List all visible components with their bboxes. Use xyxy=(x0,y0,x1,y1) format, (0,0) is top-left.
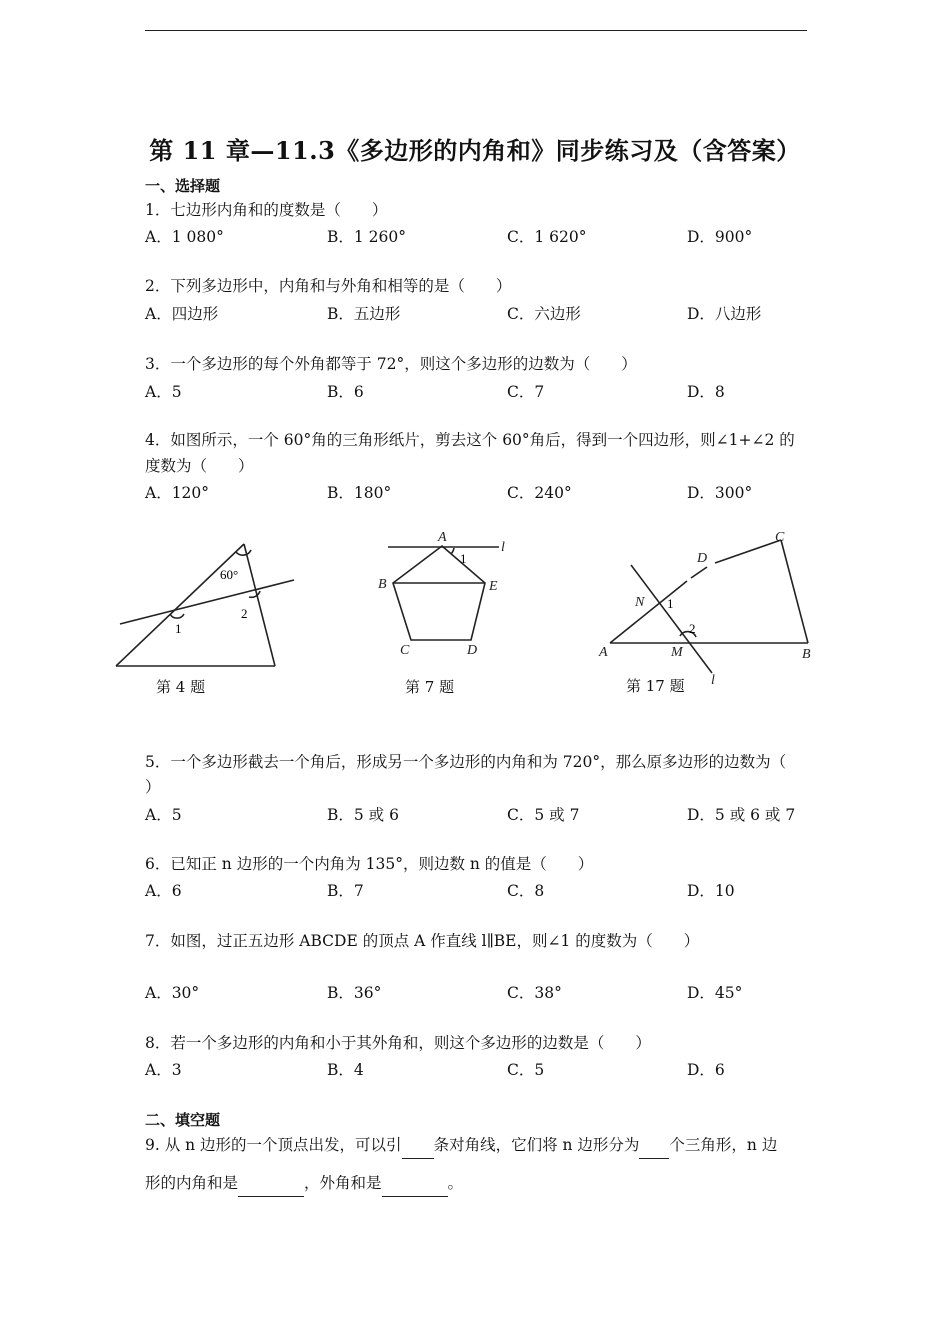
angle-1-label: 1 xyxy=(460,551,467,566)
option-b: B．4 xyxy=(327,1061,364,1079)
vertex-c-label: C xyxy=(400,643,410,658)
triangle-right-side xyxy=(244,544,275,666)
vertex-c-label: C xyxy=(775,530,785,545)
segment-cd xyxy=(715,540,781,563)
question-9-line1 xyxy=(145,1132,810,1159)
angle-1-label: 1 xyxy=(667,596,674,611)
question-5-stem-line2: ） xyxy=(145,778,161,796)
option-a: A．四边形 xyxy=(145,305,219,323)
vertex-a-label: A xyxy=(438,530,447,545)
line-l-label: l xyxy=(711,673,715,688)
angle-1-arc xyxy=(451,548,454,554)
q9-blank-diagonals xyxy=(402,1132,434,1159)
question-7-options xyxy=(145,981,810,1005)
cut-line xyxy=(120,580,294,624)
line-l-label: l xyxy=(501,540,505,555)
option-b: B．1 260° xyxy=(327,228,407,246)
question-3-stem: 3．一个多边形的每个外角都等于 72°，则这个多边形的边数为（ ） xyxy=(145,355,637,373)
question-4-stem-line2: 度数为（ ） xyxy=(145,457,254,475)
figure-7-caption: 第 7 题 xyxy=(405,678,455,696)
point-n-label: N xyxy=(635,595,645,610)
question-6-options xyxy=(145,879,810,903)
angle-2-arc xyxy=(249,591,260,597)
option-c: C．1 620° xyxy=(507,228,587,246)
pentagon-abcde xyxy=(393,546,485,640)
question-3-options xyxy=(145,380,810,404)
figure-4-caption: 第 4 题 xyxy=(156,678,206,696)
figure-4-triangle xyxy=(110,535,310,680)
option-b: B．5 或 6 xyxy=(327,806,399,824)
option-b: B．180° xyxy=(327,484,392,502)
vertex-d-label: D xyxy=(467,643,478,658)
segment-bc xyxy=(781,540,808,643)
option-c: C．六边形 xyxy=(507,305,581,323)
segment-ad-upper xyxy=(691,567,707,578)
option-a: A．5 xyxy=(145,806,182,824)
option-a: A．5 xyxy=(145,383,182,401)
question-7-stem: 7．如图，过正五边形 ABCDE 的顶点 A 作直线 l∥BE，则∠1 的度数为（ ） xyxy=(145,932,700,950)
q9-blank-interior-sum xyxy=(238,1170,304,1197)
question-8-options xyxy=(145,1058,810,1082)
vertex-b-label: B xyxy=(802,647,811,662)
question-5-stem-line1: 5．一个多边形截去一个角后，形成另一个多边形的内角和为 720°，那么原多边形的边数为（ xyxy=(145,753,787,771)
option-c: C．240° xyxy=(507,484,572,502)
question-2-options xyxy=(145,302,810,326)
option-d: D．900° xyxy=(687,228,753,246)
option-d: D．5 或 6 或 7 xyxy=(687,806,796,824)
question-8-stem: 8．若一个多边形的内角和小于其外角和，则这个多边形的边数是（ ） xyxy=(145,1034,651,1052)
vertex-e-label: E xyxy=(489,579,498,594)
segment-ad-lower xyxy=(610,581,687,643)
option-d: D．10 xyxy=(687,882,735,900)
q9-text-5: ，外角和是 xyxy=(304,1174,382,1192)
question-4-stem-line1: 4．如图所示，一个 60°角的三角形纸片，剪去这个 60°角后，得到一个四边形，则∠1+∠2 的 xyxy=(145,431,795,449)
question-6-stem: 6．已知正 n 边形的一个内角为 135°，则边数 n 的值是（ ） xyxy=(145,855,594,873)
section-heading-fill: 二、填空题 xyxy=(145,1111,221,1129)
option-a: A．3 xyxy=(145,1061,182,1079)
option-a: A．120° xyxy=(145,484,210,502)
angle-1-label: 1 xyxy=(175,621,182,636)
q9-text-2: 条对角线，它们将 n 边形分为 xyxy=(433,1136,640,1154)
option-b: B．6 xyxy=(327,383,364,401)
question-9-line2 xyxy=(145,1170,810,1197)
option-c: C．38° xyxy=(507,984,562,1002)
question-4-options xyxy=(145,481,810,505)
q9-text-4: 形的内角和是 xyxy=(145,1174,239,1192)
question-2-stem: 2．下列多边形中，内角和与外角和相等的是（ ） xyxy=(145,277,512,295)
option-c: C．7 xyxy=(507,383,545,401)
option-d: D．6 xyxy=(687,1061,725,1079)
figure-7-pentagon xyxy=(378,527,528,662)
option-b: B．五边形 xyxy=(327,305,401,323)
option-b: B．7 xyxy=(327,882,364,900)
option-a: A．30° xyxy=(145,984,200,1002)
section-heading-choice: 一、选择题 xyxy=(145,177,221,195)
triangle-left-side xyxy=(116,544,244,666)
option-a: A．6 xyxy=(145,882,182,900)
vertex-d-label: D xyxy=(697,551,708,566)
q9-text-3: 个三角形，n 边 xyxy=(669,1136,778,1154)
vertex-a-label: A xyxy=(599,645,608,660)
figure-17-quadrilateral xyxy=(595,525,820,690)
vertex-b-label: B xyxy=(378,577,387,592)
page-title: 第 11 章—11.3《多边形的内角和》同步练习及（含答案） xyxy=(149,136,801,165)
angle-2-label: 2 xyxy=(241,606,248,621)
angle-60-arc xyxy=(236,550,251,555)
option-d: D．45° xyxy=(687,984,743,1002)
figure-17-caption: 第 17 题 xyxy=(626,677,685,695)
option-d: D．300° xyxy=(687,484,753,502)
option-a: A．1 080° xyxy=(145,228,224,246)
q9-text-1: 9. 从 n 边形的一个顶点出发，可以引 xyxy=(145,1136,402,1154)
option-b: B．36° xyxy=(327,984,382,1002)
angle-60-label: 60° xyxy=(220,567,239,582)
angle-1-arc xyxy=(170,614,184,618)
angle-2-label: 2 xyxy=(689,621,696,636)
q9-blank-exterior-sum xyxy=(382,1170,448,1197)
option-d: D．八边形 xyxy=(687,305,762,323)
header-rule xyxy=(145,30,807,31)
q9-blank-triangles xyxy=(639,1132,669,1159)
option-d: D．8 xyxy=(687,383,725,401)
question-1-options xyxy=(145,225,810,249)
option-c: C．8 xyxy=(507,882,545,900)
point-m-label: M xyxy=(671,645,683,660)
option-c: C．5 xyxy=(507,1061,545,1079)
question-5-options xyxy=(145,803,810,827)
q9-text-6: 。 xyxy=(447,1174,464,1192)
option-c: C．5 或 7 xyxy=(507,806,580,824)
question-1-stem: 1．七边形内角和的度数是（ ） xyxy=(145,201,388,219)
